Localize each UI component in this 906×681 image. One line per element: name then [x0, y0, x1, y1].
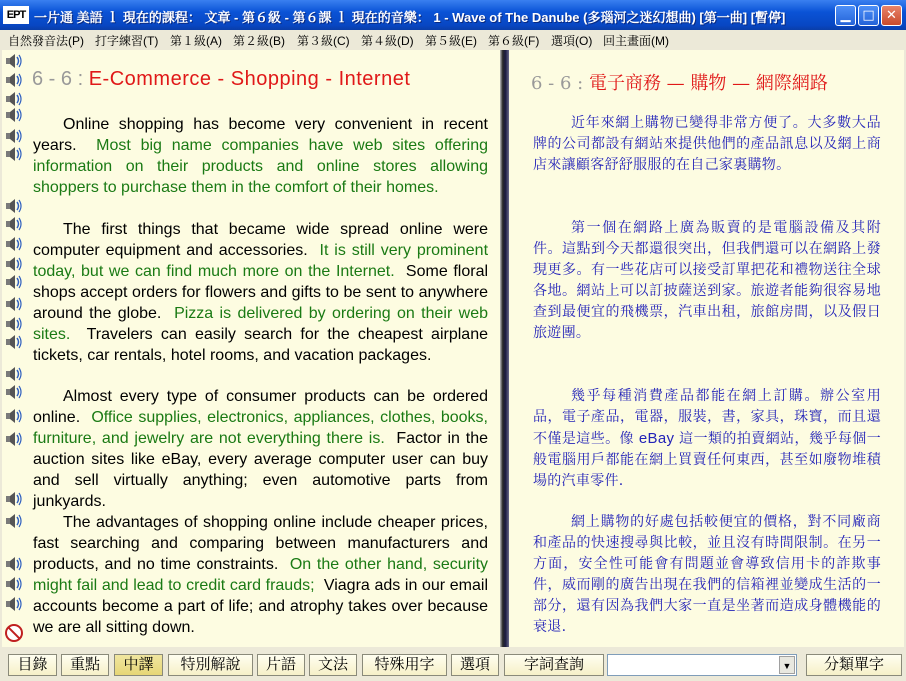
sentence[interactable]: Some floral shops accept orders for flowers and gifts to be sent to anywhere around the globe. [33, 263, 489, 322]
sentence[interactable]: Almost every type of consumer products can be ordered online. [33, 388, 488, 426]
title-bar[interactable] [0, 0, 906, 30]
chinese-heading [531, 69, 828, 95]
menu-bar [0, 30, 906, 49]
english-paragraph-4 [33, 512, 488, 638]
special-words-button[interactable]: 特殊用字 [362, 654, 447, 676]
sentence[interactable]: Pizza is delivered by ordering on their web sites. [33, 305, 488, 343]
phrases-button[interactable]: 片語 [257, 654, 305, 676]
pane-divider[interactable] [500, 50, 509, 647]
menu-main-screen[interactable]: 回主畫面(M) [603, 34, 669, 48]
sentence[interactable]: On the other hand, security might fail and lead to credit card frauds; [33, 556, 489, 594]
speaker-icon[interactable] [5, 383, 23, 401]
sentence[interactable]: It is still very prominent today, but we can find much more on the Internet. [33, 242, 489, 280]
sentence[interactable]: The advantages of shopping online include cheaper prices, fast searching and comparing between manufacturers and products, and no time constraints. [33, 514, 488, 573]
menu-level-6[interactable]: 第６級(F) [488, 34, 540, 48]
chinese-paragraph-1: 近年來網上購物已變得非常方便了。大多數大品牌的公司都設有網站來提供他們的產品訊息以及網上商店來讓顧客舒舒服服的在自己家裏購物。 [533, 115, 881, 173]
minimize-button[interactable]: ▁ [835, 5, 856, 26]
speaker-icon[interactable] [5, 52, 23, 70]
chinese-paragraph-3 [533, 386, 881, 492]
menu-phonics[interactable]: 自然發音法(P) [8, 34, 84, 48]
chinese-text: 幾乎每種消費產品都能在網上訂購。辦公室用品，電子產品，電器，服裝，書，家具，珠寶，而且還不僅是這些。像 [533, 388, 881, 447]
speaker-icon[interactable] [5, 273, 23, 291]
app-logo-icon: EPT [3, 6, 29, 24]
sentence[interactable]: Factor in the auction sites like eBay, every average computer user can buy and sell virtually anything; even automotive parts from junkyards. [33, 430, 488, 510]
english-paragraph-3 [33, 386, 488, 512]
english-heading [32, 68, 410, 91]
english-paragraph-2 [33, 219, 488, 366]
speaker-icon[interactable] [5, 71, 23, 89]
menu-options[interactable]: 選項(O) [551, 34, 593, 48]
speaker-icon[interactable] [5, 333, 23, 351]
word-lookup-button[interactable]: 字詞查詢 [504, 654, 604, 676]
word-lookup-dropdown[interactable] [607, 654, 797, 676]
speaker-icon[interactable] [5, 315, 23, 333]
speaker-icon[interactable] [5, 106, 23, 124]
options-button[interactable]: 選項 [451, 654, 499, 676]
sentence[interactable]: Online shopping has become very convenient in recent years. [33, 116, 488, 154]
chinese-text-ebay: eBay [638, 430, 675, 447]
menu-typing[interactable]: 打字練習(T) [95, 34, 159, 48]
english-paragraph-1 [33, 114, 488, 198]
classify-words-button[interactable]: 分類單字 [806, 654, 902, 676]
speaker-icon[interactable] [5, 295, 23, 313]
speaker-icon[interactable] [5, 490, 23, 508]
lesson-number: 6 - 6 : [32, 68, 84, 90]
lesson-number: 6 - 6 : [531, 73, 584, 94]
sentence[interactable]: Office supplies, electronics, appliances, clothes, books, furniture, and jewelry are not everything there is. [33, 409, 488, 447]
bottom-toolbar [0, 647, 906, 681]
sentence[interactable]: Travelers can easily search for the cheapest airplane tickets, car rentals, hotel rooms, and vacation packages. [33, 326, 488, 364]
sentence[interactable]: Viagra ads in our email accounts become a part of life; and atrophy takes over because we are all sitting down. [33, 577, 488, 636]
chinese-pane [509, 50, 904, 647]
menu-level-5[interactable]: 第５級(E) [425, 34, 477, 48]
key-points-button[interactable]: 重點 [61, 654, 109, 676]
chinese-paragraph-2: 第一個在網路上廣為販賣的是電腦設備及其附件。這點到今天都還很突出，但我們還可以在網路上發現更多。有一些花店可以接受訂單把花和禮物送往全球各地。網站上可以訂披薩送到家。旅遊者能夠很容易地查到最便宜的飛機票，汽車出租，旅館房間，以及假日旅遊團。 [533, 220, 881, 341]
sentence[interactable]: The first things that became wide spread online were computer equipment and accessories. [33, 221, 488, 259]
sentence[interactable]: Most big name companies have web sites offering information on their products and online stores allowing shoppers to purchase them in the comfort of their homes. [33, 137, 489, 196]
window-title: 一片通 美語 ｌ 現在的課程： 文章 - 第６級 - 第６課 ｌ 現在的音樂： 1 - Wave of The Danube (多瑙河之迷幻想曲) [第一曲] [暫停] [34, 10, 786, 25]
maximize-button[interactable]: □ [858, 5, 879, 26]
speaker-icon[interactable] [5, 365, 23, 383]
special-explanation-button[interactable]: 特別解說 [168, 654, 253, 676]
chinese-text: 這一類的拍賣網站，幾乎每個一般電腦用戶都能在網上買賣任何東西，甚至如廢物堆積場的汽車零件. [533, 431, 881, 489]
menu-level-1[interactable]: 第１級(A) [170, 34, 222, 48]
chinese-translation-button[interactable]: 中譯 [114, 654, 163, 676]
speaker-icon[interactable] [5, 555, 23, 573]
chevron-down-icon[interactable]: ▼ [779, 656, 795, 674]
speaker-icon[interactable] [5, 575, 23, 593]
contents-button[interactable]: 目錄 [8, 654, 57, 676]
speaker-icon[interactable] [5, 255, 23, 273]
speaker-icon[interactable] [5, 127, 23, 145]
english-pane [2, 50, 500, 647]
speaker-icon[interactable] [5, 407, 23, 425]
close-button[interactable]: ✕ [881, 5, 902, 26]
menu-level-3[interactable]: 第３級(C) [297, 34, 350, 48]
stop-icon[interactable] [5, 624, 23, 642]
lesson-title: E-Commerce - Shopping - Internet [88, 68, 411, 90]
menu-level-2[interactable]: 第２級(B) [233, 34, 285, 48]
speaker-icon[interactable] [5, 512, 23, 530]
speaker-icon[interactable] [5, 235, 23, 253]
speaker-icon[interactable] [5, 145, 23, 163]
speaker-icon[interactable] [5, 197, 23, 215]
chinese-paragraph-4: 網上購物的好處包括較便宜的價格，對不同廠商和產品的快速搜尋與比較，並且沒有時間限制。在另一方面，安全性可能會有問題並會導致信用卡的詐欺事件，威而剛的廣告出現在我們的信箱裡並變成生活的一部分，還有因為我們大家一直是坐著而造成身體機能的衰退. [533, 514, 881, 635]
speaker-icon[interactable] [5, 215, 23, 233]
menu-level-4[interactable]: 第４級(D) [361, 34, 414, 48]
speaker-icon[interactable] [5, 595, 23, 613]
grammar-button[interactable]: 文法 [309, 654, 357, 676]
speaker-icon[interactable] [5, 430, 23, 448]
lesson-title-chinese: 電子商務 — 購物 — 網際網路 [588, 73, 828, 94]
